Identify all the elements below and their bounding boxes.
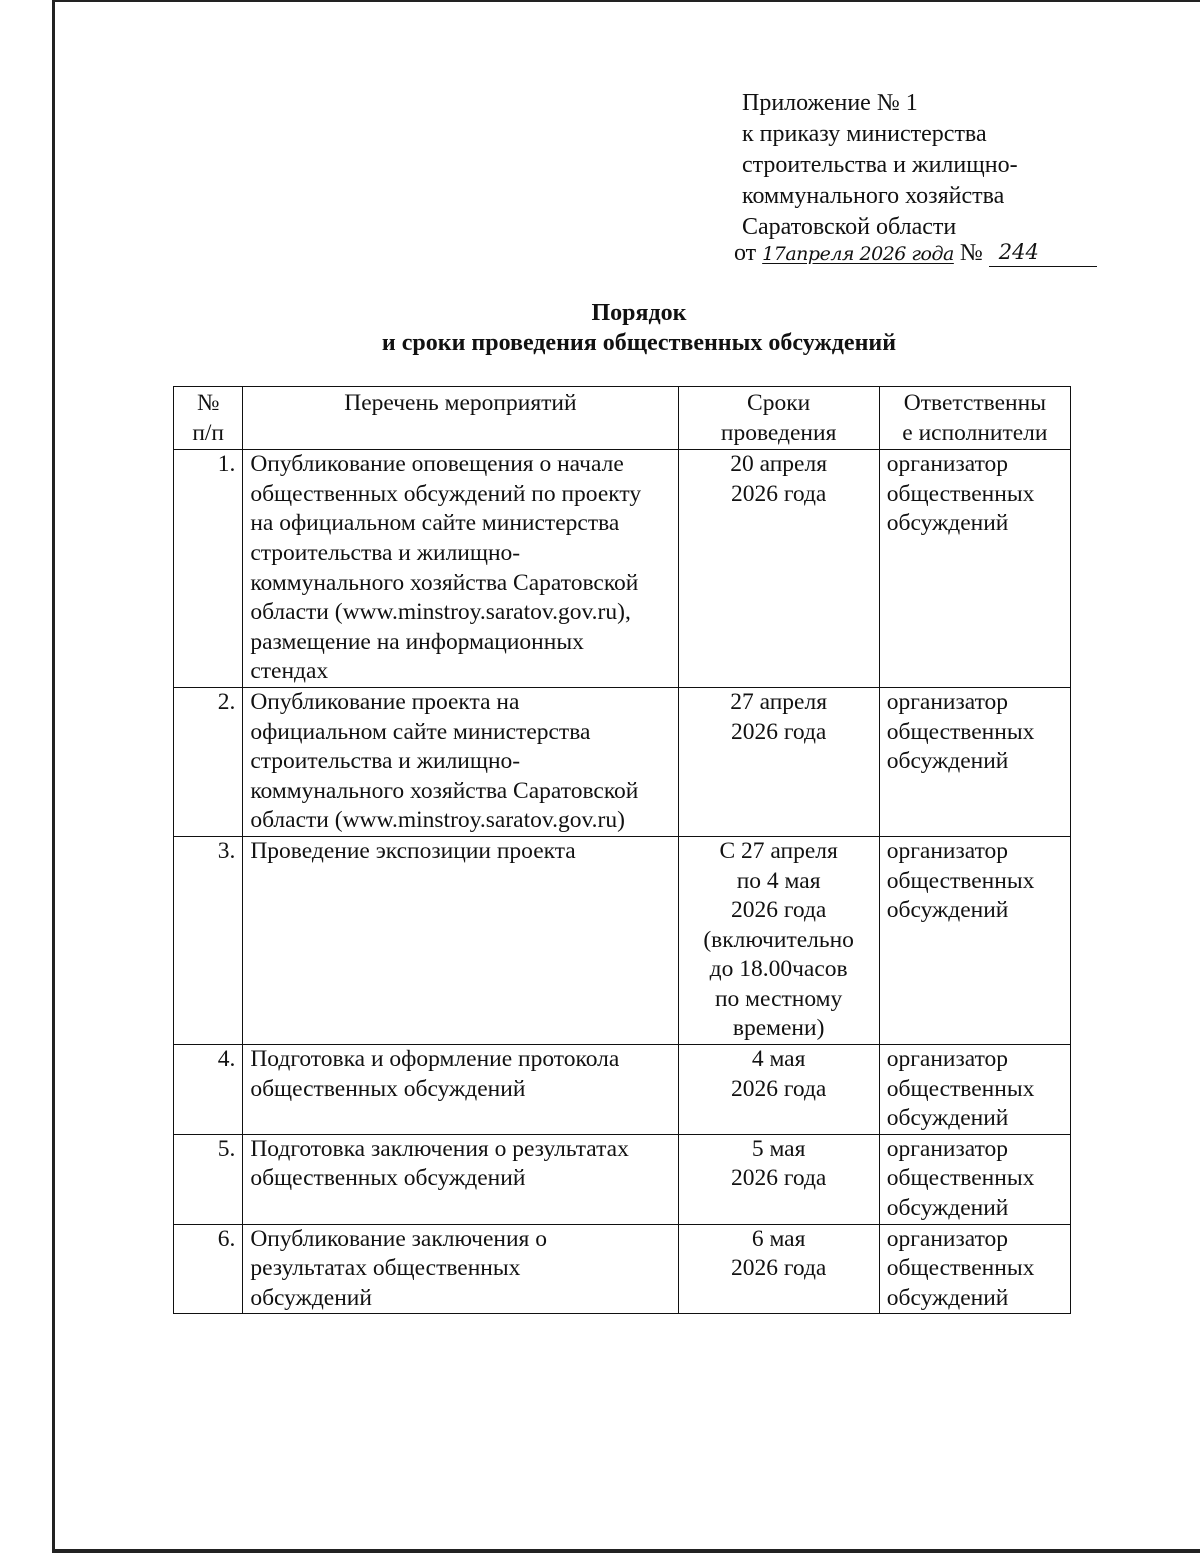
header-responsible: Ответственны е исполнители <box>879 387 1070 450</box>
row-term: 4 мая 2026 года <box>678 1045 879 1135</box>
row-term: 5 мая 2026 года <box>678 1134 879 1224</box>
appendix-line: строительства и жилищно- <box>742 152 1018 178</box>
row-responsible: организатор общественных обсуждений <box>879 450 1070 688</box>
row-num: 2. <box>174 687 243 836</box>
table-row <box>174 687 1071 836</box>
title-line-1: Порядок <box>591 300 687 326</box>
row-responsible: организатор общественных обсуждений <box>879 836 1070 1044</box>
row-responsible: организатор общественных обсуждений <box>879 687 1070 836</box>
row-activity: Проведение экспозиции проекта <box>243 836 678 1044</box>
row-activity: Опубликование оповещения о начале общественных обсуждений по проекту на официальном сайте министерства строительства и жилищно- коммунального хозяйства Саратовской области (www.minstroy.saratov.gov.ru), размещение на информационных стендах <box>243 450 678 688</box>
appendix-line: Саратовской области <box>742 214 957 240</box>
table-row <box>174 450 1071 688</box>
row-activity: Подготовка и оформление протокола общественных обсуждений <box>243 1045 678 1135</box>
order-date-handwritten: 17апреля 2026 года <box>762 243 954 265</box>
row-num: 1. <box>174 450 243 688</box>
row-num: 4. <box>174 1045 243 1135</box>
header-num: № п/п <box>174 387 243 450</box>
appendix-line: Приложение № 1 <box>742 90 918 116</box>
row-term: 27 апреля 2026 года <box>678 687 879 836</box>
title-line-2: и сроки проведения общественных обсуждений <box>381 330 897 356</box>
scan-border-bottom <box>52 1549 1200 1553</box>
header-term: Сроки проведения <box>678 387 879 450</box>
order-number-label: № <box>959 240 983 266</box>
row-num: 6. <box>174 1224 243 1314</box>
order-reference <box>734 240 1097 267</box>
appendix-line: коммунального хозяйства <box>742 183 1005 209</box>
table-header-row <box>174 387 1071 450</box>
row-responsible: организатор общественных обсуждений <box>879 1224 1070 1314</box>
table-row <box>174 1134 1071 1224</box>
row-term: 20 апреля 2026 года <box>678 450 879 688</box>
order-prefix: от <box>734 240 757 266</box>
scan-border-top <box>52 0 1200 2</box>
events-table <box>173 386 1071 1314</box>
header-activity: Перечень мероприятий <box>243 387 678 450</box>
scan-border-left <box>52 0 55 1553</box>
table-row <box>174 1224 1071 1314</box>
row-responsible: организатор общественных обсуждений <box>879 1134 1070 1224</box>
document-title <box>0 298 1200 358</box>
row-num: 5. <box>174 1134 243 1224</box>
row-activity: Опубликование заключения о результатах общественных обсуждений <box>243 1224 678 1314</box>
row-responsible: организатор общественных обсуждений <box>879 1045 1070 1135</box>
appendix-line: к приказу министерства <box>742 121 987 147</box>
row-num: 3. <box>174 836 243 1044</box>
table-row <box>174 1045 1071 1135</box>
row-term: 6 мая 2026 года <box>678 1224 879 1314</box>
row-activity: Подготовка заключения о результатах общественных обсуждений <box>243 1134 678 1224</box>
row-activity: Опубликование проекта на официальном сайте министерства строительства и жилищно- коммунального хозяйства Саратовской области (www.minstroy.saratov.gov.ru) <box>243 687 678 836</box>
table-row <box>174 836 1071 1044</box>
row-term: С 27 апреля по 4 мая 2026 года (включительно до 18.00часов по местному времени) <box>678 836 879 1044</box>
appendix-header <box>742 88 1018 243</box>
order-number-handwritten: 244 <box>989 240 1097 267</box>
